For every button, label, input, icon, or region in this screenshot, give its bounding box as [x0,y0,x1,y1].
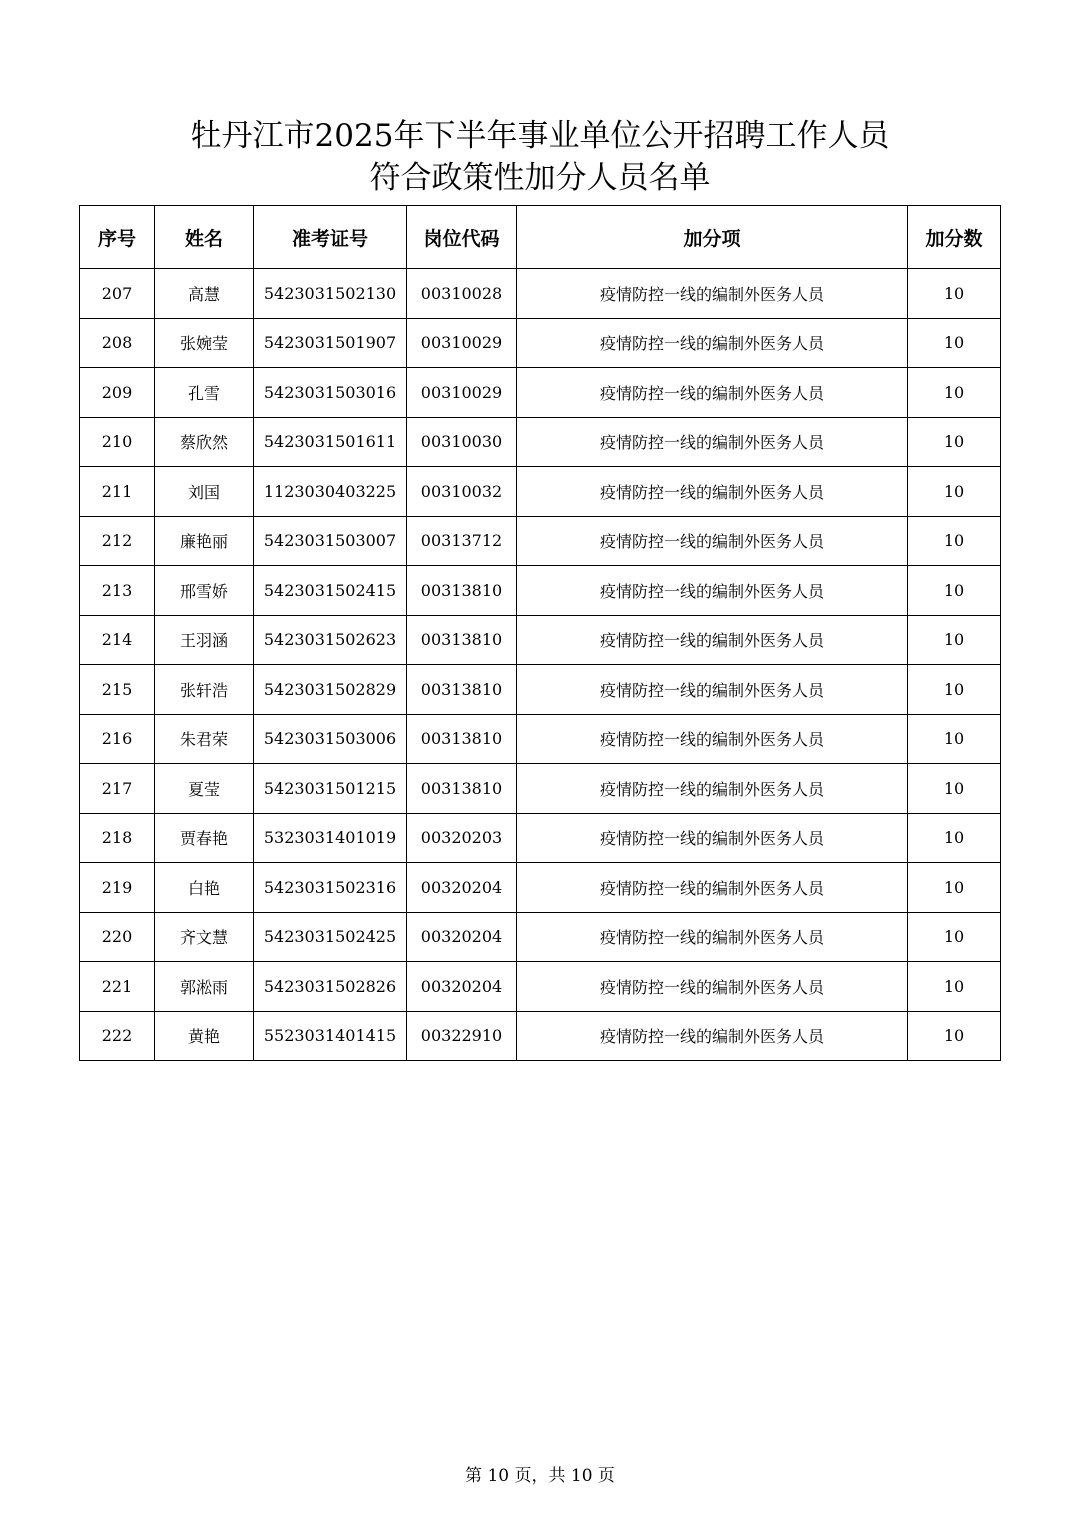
cell-bonus-points: 10 [908,318,1001,368]
table-row [80,665,1001,715]
cell-post-code: 00310029 [407,368,517,418]
table-row [80,269,1001,319]
cell-post-code: 00310028 [407,269,517,319]
header-bonus-points: 加分数 [908,206,1001,269]
header-serial: 序号 [80,206,155,269]
cell-exam-id: 5423031501907 [254,318,407,368]
table-row [80,813,1001,863]
cell-exam-id: 5423031502316 [254,863,407,913]
cell-name: 邢雪娇 [155,566,254,616]
table-row [80,764,1001,814]
cell-post-code: 00320203 [407,813,517,863]
header-bonus-item: 加分项 [517,206,908,269]
cell-post-code: 00310029 [407,318,517,368]
cell-post-code: 00313810 [407,665,517,715]
cell-exam-id: 5423031502826 [254,962,407,1012]
table-row [80,962,1001,1012]
cell-serial: 219 [80,863,155,913]
cell-name: 刘国 [155,467,254,517]
cell-exam-id: 5423031502425 [254,912,407,962]
cell-post-code: 00313810 [407,566,517,616]
cell-bonus-item: 疫情防控一线的编制外医务人员 [517,714,908,764]
cell-exam-id: 5423031502415 [254,566,407,616]
cell-serial: 222 [80,1011,155,1061]
cell-name: 张轩浩 [155,665,254,715]
cell-name: 蔡欣然 [155,417,254,467]
cell-bonus-points: 10 [908,962,1001,1012]
table-row [80,516,1001,566]
cell-bonus-points: 10 [908,417,1001,467]
header-name: 姓名 [155,206,254,269]
table-row [80,1011,1001,1061]
cell-bonus-points: 10 [908,566,1001,616]
table-row [80,714,1001,764]
cell-name: 高慧 [155,269,254,319]
cell-bonus-points: 10 [908,813,1001,863]
cell-serial: 217 [80,764,155,814]
cell-post-code: 00313810 [407,764,517,814]
header-exam-id: 准考证号 [254,206,407,269]
cell-post-code: 00313810 [407,714,517,764]
table-row [80,318,1001,368]
cell-bonus-points: 10 [908,1011,1001,1061]
cell-name: 夏莹 [155,764,254,814]
table-row [80,615,1001,665]
cell-post-code: 00310032 [407,467,517,517]
cell-post-code: 00320204 [407,962,517,1012]
cell-bonus-item: 疫情防控一线的编制外医务人员 [517,516,908,566]
cell-serial: 213 [80,566,155,616]
cell-name: 王羽涵 [155,615,254,665]
cell-bonus-item: 疫情防控一线的编制外医务人员 [517,615,908,665]
cell-bonus-item: 疫情防控一线的编制外医务人员 [517,467,908,517]
cell-exam-id: 5423031503007 [254,516,407,566]
cell-post-code: 00320204 [407,863,517,913]
cell-bonus-points: 10 [908,912,1001,962]
cell-bonus-points: 10 [908,764,1001,814]
table-row [80,368,1001,418]
cell-serial: 212 [80,516,155,566]
cell-bonus-points: 10 [908,665,1001,715]
cell-serial: 220 [80,912,155,962]
cell-bonus-points: 10 [908,269,1001,319]
cell-exam-id: 5423031502623 [254,615,407,665]
cell-bonus-points: 10 [908,368,1001,418]
cell-exam-id: 5323031401019 [254,813,407,863]
cell-post-code: 00310030 [407,417,517,467]
table-body [80,269,1001,1061]
cell-bonus-item: 疫情防控一线的编制外医务人员 [517,813,908,863]
cell-bonus-item: 疫情防控一线的编制外医务人员 [517,863,908,913]
document-title-line2: 符合政策性加分人员名单 [369,160,711,196]
table-row [80,863,1001,913]
cell-exam-id: 5523031401415 [254,1011,407,1061]
cell-serial: 215 [80,665,155,715]
cell-bonus-item: 疫情防控一线的编制外医务人员 [517,318,908,368]
cell-bonus-item: 疫情防控一线的编制外医务人员 [517,962,908,1012]
cell-name: 孔雪 [155,368,254,418]
cell-name: 黄艳 [155,1011,254,1061]
cell-name: 贾春艳 [155,813,254,863]
cell-name: 白艳 [155,863,254,913]
cell-exam-id: 5423031501611 [254,417,407,467]
cell-serial: 207 [80,269,155,319]
cell-serial: 218 [80,813,155,863]
cell-bonus-points: 10 [908,615,1001,665]
page-footer: 第 10 页，共 10 页 [465,1466,615,1486]
cell-serial: 210 [80,417,155,467]
cell-name: 郭淞雨 [155,962,254,1012]
cell-serial: 208 [80,318,155,368]
cell-bonus-item: 疫情防控一线的编制外医务人员 [517,269,908,319]
cell-bonus-points: 10 [908,516,1001,566]
document-title-line1: 牡丹江市2025年下半年事业单位公开招聘工作人员 [190,118,890,154]
cell-post-code: 00322910 [407,1011,517,1061]
cell-serial: 216 [80,714,155,764]
cell-exam-id: 5423031502829 [254,665,407,715]
cell-post-code: 00313712 [407,516,517,566]
cell-bonus-item: 疫情防控一线的编制外医务人员 [517,1011,908,1061]
cell-bonus-item: 疫情防控一线的编制外医务人员 [517,368,908,418]
cell-post-code: 00313810 [407,615,517,665]
cell-bonus-points: 10 [908,863,1001,913]
cell-name: 张婉莹 [155,318,254,368]
cell-name: 朱君荣 [155,714,254,764]
header-post-code: 岗位代码 [407,206,517,269]
cell-bonus-item: 疫情防控一线的编制外医务人员 [517,417,908,467]
table-row [80,417,1001,467]
cell-bonus-item: 疫情防控一线的编制外医务人员 [517,912,908,962]
cell-name: 廉艳丽 [155,516,254,566]
bonus-points-table [79,205,1001,1061]
cell-exam-id: 5423031503006 [254,714,407,764]
cell-bonus-item: 疫情防控一线的编制外医务人员 [517,665,908,715]
table-row [80,467,1001,517]
cell-serial: 209 [80,368,155,418]
cell-exam-id: 5423031502130 [254,269,407,319]
cell-post-code: 00320204 [407,912,517,962]
cell-serial: 211 [80,467,155,517]
table-row [80,912,1001,962]
cell-bonus-points: 10 [908,467,1001,517]
cell-exam-id: 5423031501215 [254,764,407,814]
table-header-row [80,206,1001,269]
cell-bonus-item: 疫情防控一线的编制外医务人员 [517,566,908,616]
cell-bonus-points: 10 [908,714,1001,764]
cell-serial: 221 [80,962,155,1012]
cell-name: 齐文慧 [155,912,254,962]
cell-exam-id: 1123030403225 [254,467,407,517]
table-row [80,566,1001,616]
cell-bonus-item: 疫情防控一线的编制外医务人员 [517,764,908,814]
cell-exam-id: 5423031503016 [254,368,407,418]
cell-serial: 214 [80,615,155,665]
